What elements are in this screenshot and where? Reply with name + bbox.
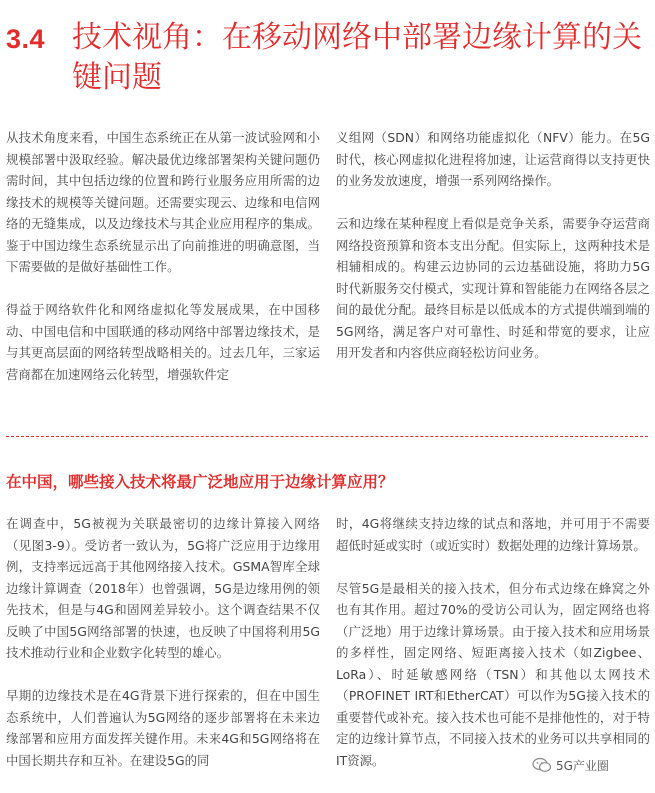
top-left-column [6, 127, 320, 407]
watermark [528, 754, 613, 776]
watermark-text: 5G产业圈 [556, 758, 609, 773]
subsection-question: 在中国，哪些接入技术将最广泛地应用于边缘计算应用？ [6, 473, 394, 491]
top-right-column [336, 127, 650, 385]
paragraph: 在调查中，5G被视为关联最密切的边缘计算接入网络（见图3-9）。受访者一致认为，5G将广泛应用于边缘用例，支持率远远高于其他网络接入技术。GSMA智库全球边缘计算调查（2018年）也曾强调，5G是边缘用例的领先技术，但是与4G和固网差异较小。这个调查结果不仅反映了中国5G网络部署的快速，也反映了中国将利用5G技术推动行业和企业数字化转型的雄心。 [6, 516, 320, 660]
bottom-left-column [6, 513, 320, 793]
paragraph: 得益于网络软件化和网络虚拟化等发展成果，在中国移动、中国电信和中国联通的移动网络中部署边缘技术，是与其更高层面的网络转型战略相关的。过去几年，三家运营商都在加速网络云化转型，增强软件定 [6, 302, 320, 382]
wechat-icon [532, 757, 552, 773]
section-divider [6, 436, 648, 437]
section-number: 3.4 [6, 24, 46, 54]
paragraph: 早期的边缘技术是在4G背景下进行探索的，但在中国生态系统中，人们普遍认为5G网络的逐步部署将在未来边缘部署和应用方面发挥关键作用。未来4G和5G网络将在中国长期共存和互补。在建设5G的同 [6, 688, 320, 768]
paragraph: 从技术角度来看，中国生态系统正在从第一波试验网和小规模部署中汲取经验。解决最优边缘部署架构关键问题仍需时间，其中包括边缘的位置和跨行业服务应用所需的边缘技术的规模等关键问题。还需要实现云、边缘和电信网络的无缝集成，以及边缘技术与其企业应用程序的集成。鉴于中国边缘生态系统显示出了向前推进的明确意图，当下需要做的是做好基础性工作。 [6, 130, 320, 274]
section-title: 技术视角：在移动网络中部署边缘计算的关键问题 [72, 20, 642, 95]
paragraph: 云和边缘在某种程度上看似是竞争关系，需要争夺运营商网络投资预算和资本支出分配。但实际上，这两种技术是相辅相成的。构建云边协同的云边基础设施，将助力5G时代新服务交付模式，实现计算和智能能力在网络各层之间的最优分配。最终目标是以低成本的方式提供端到端的5G网络，满足客户对可靠性、时延和带宽的要求，让应用开发者和内容供应商轻松访问业务。 [336, 216, 650, 360]
paragraph: 尽管5G是最相关的接入技术，但分布式边缘在蜂窝之外也有其作用。超过70%的受访公司认为，固定网络也将（广泛地）用于边缘计算场景。由于接入技术和应用场景的多样性，固定网络、短距离接入技术（如Zigbee、LoRa）、时延敏感网络（TSN）和其他以太网技术（PROFINET IRT和EtherCAT）可以作为5G接入技术的重要替代或补充。接入技术也可能不是排他性的，对于特定的边缘计算节点，不同接入技术的业务可以共享相同的IT资源。 [336, 580, 650, 768]
paragraph: 时，4G将继续支持边缘的试点和落地，并可用于不需要超低时延或实时（或近实时）数据处理的边缘计算场景。 [336, 516, 650, 553]
paragraph: 义组网（SDN）和网络功能虚拟化（NFV）能力。在5G时代，核心网虚拟化进程将加速，让运营商得以支持更快的业务发放速度，增强一系列网络操作。 [336, 130, 650, 188]
bottom-right-column [336, 513, 650, 793]
